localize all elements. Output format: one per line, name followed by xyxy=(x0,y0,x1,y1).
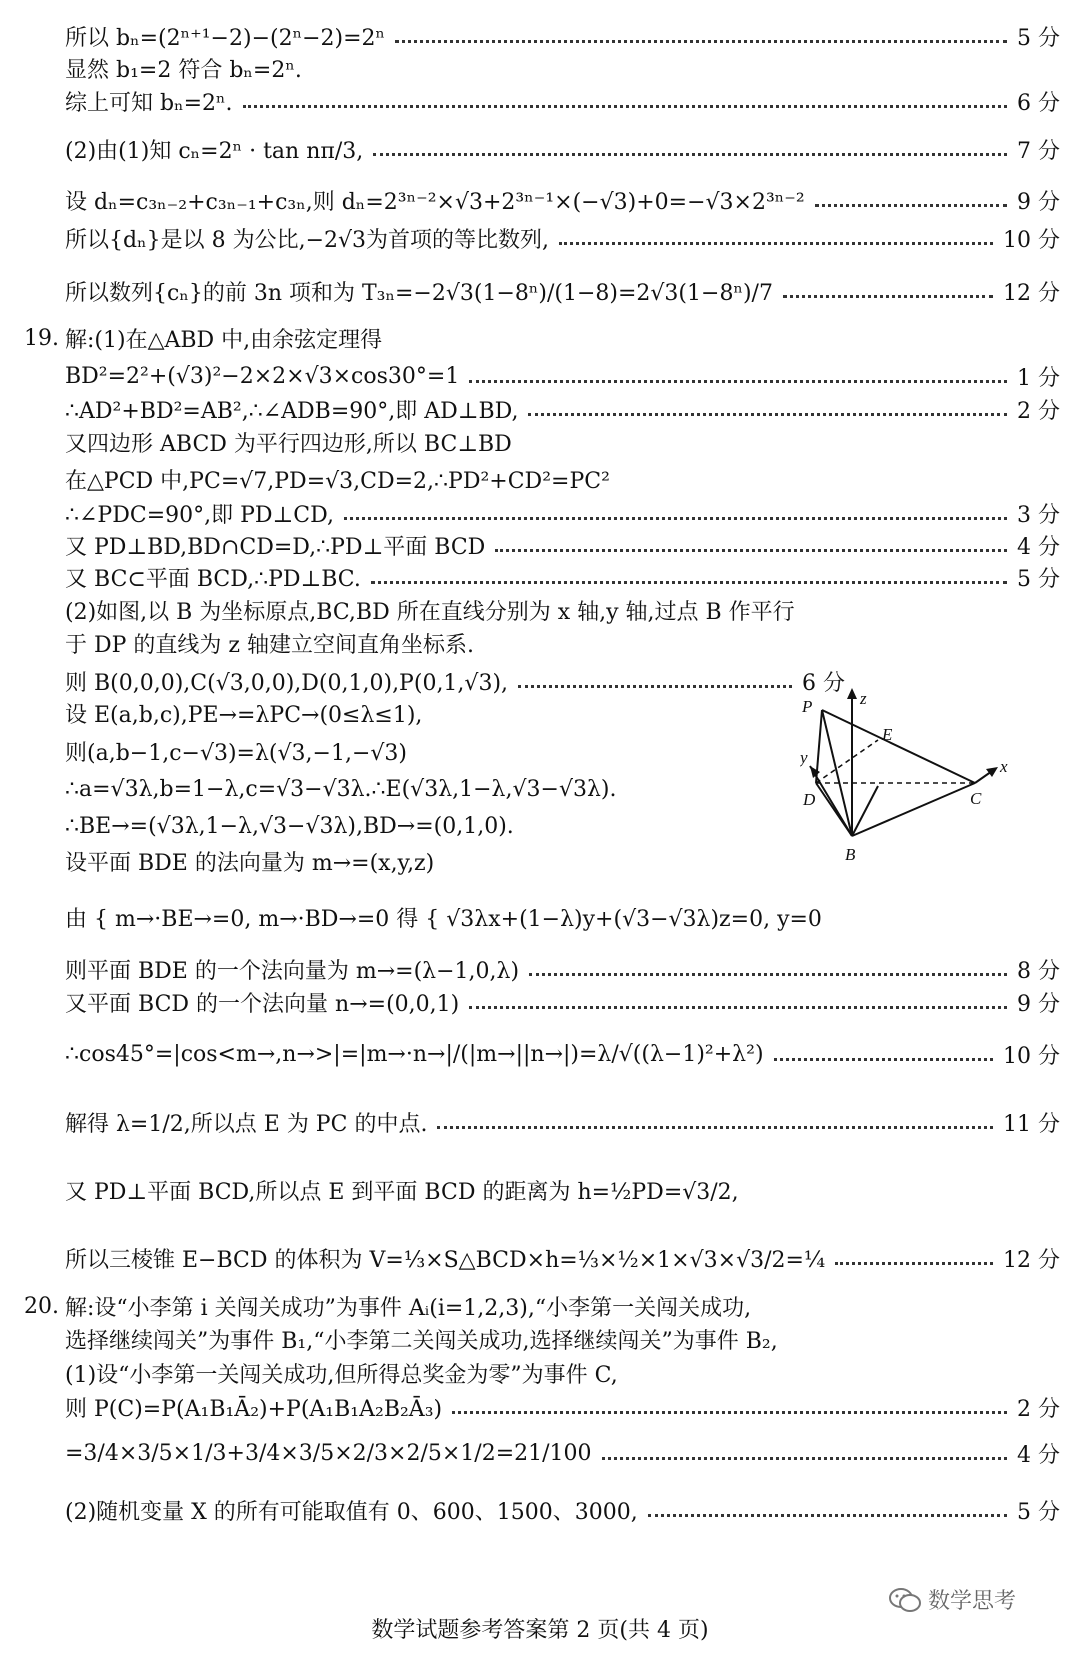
edge-PC xyxy=(822,710,975,783)
watermark xyxy=(888,1584,1016,1615)
problem-number: 20. xyxy=(24,1293,59,1319)
line-23: 设平面 BDE 的法向量为 m→=(x,y,z) xyxy=(65,850,435,876)
label-z: z xyxy=(860,689,867,708)
line-13: ∴∠PDC=90°,即 PD⊥CD, 3 分 xyxy=(65,502,1060,528)
line-25: 则平面 BDE 的一个法向量为 m→=(λ−1,0,λ) 8 分 xyxy=(65,958,1060,984)
line-29: 又 PD⊥平面 BCD,所以点 E 到平面 BCD 的距离为 h=½PD=√3/2, xyxy=(65,1179,739,1205)
z-arrowhead xyxy=(847,688,857,699)
line-1: 所以 bₙ=(2ⁿ⁺¹−2)−(2ⁿ−2)=2ⁿ 5 分 xyxy=(65,25,1060,51)
line-12: 在△PCD 中,PC=√7,PD=√3,CD=2,∴PD²+CD²=PC² xyxy=(65,468,610,494)
line-7: 所以数列{cₙ}的前 3n 项和为 T₃ₙ=−2√3(1−8ⁿ)/(1−8)=2√3(1−8ⁿ)/7 12 分 xyxy=(65,280,1060,306)
label-E: E xyxy=(882,725,893,744)
line-20: 则(a,b−1,c−√3)=λ(√3,−1,−√3) xyxy=(65,740,407,766)
edge-BE xyxy=(852,786,878,836)
line-3: 综上可知 bₙ=2ⁿ. 6 分 xyxy=(65,90,1060,116)
problem-20-header: 20. 解:设“小李第 i 关闯关成功”为事件 Aᵢ(i=1,2,3),“小李第一关闯关成功, xyxy=(24,1293,752,1321)
label-C: C xyxy=(970,789,982,808)
line-10: ∴AD²+BD²=AB²,∴∠ADB=90°,即 AD⊥BD, 2 分 xyxy=(65,398,1060,424)
line-35: =3/4×3/5×1/3+3/4×3/5×2/3×2/5×1/2=21/100 4 分 xyxy=(65,1440,1060,1468)
line-24-system: 由 { m→·BE→=0, m→·BD→=0 得 { √3λx+(1−λ)y+(√3−√3λ)z=0, y=0 xyxy=(65,906,822,932)
edge-BP xyxy=(822,710,852,836)
line-17: 于 DP 的直线为 z 轴建立空间直角坐标系. xyxy=(65,632,474,658)
line-36: (2)随机变量 X 的所有可能取值有 0、600、1500、3000, 5 分 xyxy=(65,1499,1060,1525)
y-axis xyxy=(810,766,852,836)
watermark-text: 数学思考 xyxy=(928,1589,1017,1614)
line-22: ∴BE→=(√3λ,1−λ,√3−√3λ),BD→=(0,1,0). xyxy=(65,813,514,839)
line-30: 所以三棱锥 E−BCD 的体积为 V=⅓×S△BCD×h=⅓×½×1×√3×√3/2=¼ 12 分 xyxy=(65,1247,1060,1273)
label-y: y xyxy=(800,748,808,767)
page-footer: 数学试题参考答案第 2 页(共 4 页) xyxy=(371,1618,709,1643)
line-34: 则 P(C)=P(A₁B₁Ā₂)+P(A₁B₁A₂B₂Ā₃) 2 分 xyxy=(65,1396,1060,1422)
wechat-icon xyxy=(888,1587,922,1613)
line-21: ∴a=√3λ,b=1−λ,c=√3−√3λ.∴E(√3λ,1−λ,√3−√3λ). xyxy=(65,776,617,802)
label-x: x xyxy=(1000,757,1008,776)
line-26: 又平面 BCD 的一个法向量 n→=(0,0,1) 9 分 xyxy=(65,991,1060,1017)
line-18: 则 B(0,0,0),C(√3,0,0),D(0,1,0),P(0,1,√3), 6 分 xyxy=(65,670,845,696)
line-33: (1)设“小李第一关闯关成功,但所得总奖金为零”为事件 C, xyxy=(65,1362,618,1388)
edge-BC xyxy=(852,783,975,836)
line-16: (2)如图,以 B 为坐标原点,BC,BD 所在直线分别为 x 轴,y 轴,过点 B 作平行 xyxy=(65,599,795,625)
label-D: D xyxy=(803,790,816,809)
line-11: 又四边形 ABCD 为平行四边形,所以 BC⊥BD xyxy=(65,431,512,457)
problem-19-header: 19. 解:(1)在△ABD 中,由余弦定理得 xyxy=(24,325,383,353)
pyramid-figure xyxy=(800,688,1025,878)
edge-DE xyxy=(816,740,878,783)
line-19: 设 E(a,b,c),PE→=λPC→(0≤λ≤1), xyxy=(65,702,423,728)
label-B: B xyxy=(845,845,856,864)
line-32: 选择继续闯关”为事件 B₁,“小李第二关闯关成功,选择继续闯关”为事件 B₂, xyxy=(65,1328,778,1354)
x-arrowhead xyxy=(986,767,998,777)
line-9: BD²=2²+(√3)²−2×2×√3×cos30°=1 1 分 xyxy=(65,363,1060,391)
line-6: 所以{dₙ}是以 8 为公比,−2√3为首项的等比数列, 10 分 xyxy=(65,227,1060,253)
line-27: ∴cos45°=|cos<m→,n→>|=|m→·n→|/(|m→||n→|)=λ/√((λ−1)²+λ²) 10 分 xyxy=(65,1041,1060,1069)
y-arrowhead xyxy=(810,766,820,778)
line-4: (2)由(1)知 cₙ=2ⁿ · tan nπ/3, 7 分 xyxy=(65,138,1060,164)
line-14: 又 PD⊥BD,BD∩CD=D,∴PD⊥平面 BCD 4 分 xyxy=(65,534,1060,560)
line-5: 设 dₙ=c₃ₙ₋₂+c₃ₙ₋₁+c₃ₙ,则 dₙ=2³ⁿ⁻²×√3+2³ⁿ⁻¹×(−√3)+0=−√3×2³ⁿ⁻² 9 分 xyxy=(65,189,1060,215)
problem-number: 19. xyxy=(24,325,59,351)
label-P: P xyxy=(802,697,813,716)
line-2: 显然 b₁=2 符合 bₙ=2ⁿ. xyxy=(65,57,302,83)
line-28: 解得 λ=1/2,所以点 E 为 PC 的中点. 11 分 xyxy=(65,1111,1060,1137)
line-15: 又 BC⊂平面 BCD,∴PD⊥BC. 5 分 xyxy=(65,566,1060,592)
